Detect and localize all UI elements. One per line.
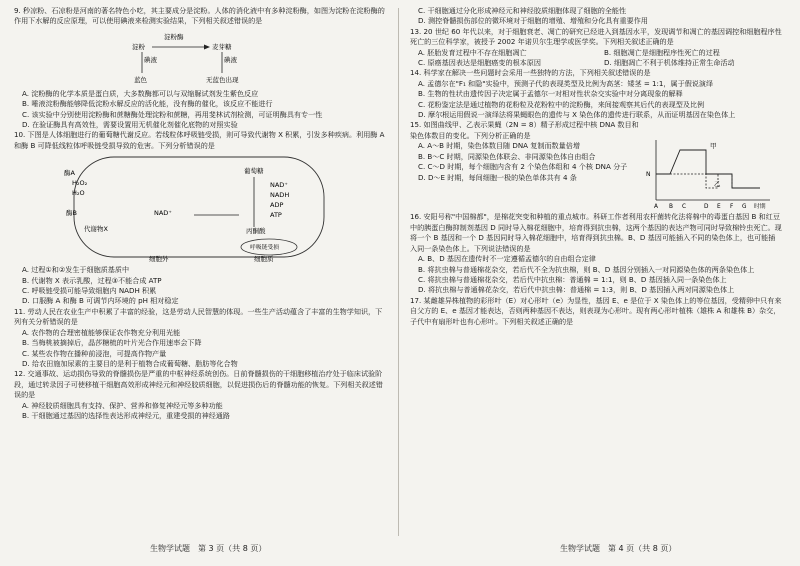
q12-option-a: A. 神经胶质细胞具有支持、保护、营养和修复神经元等多种功能 [22,400,223,410]
q10-option-d: D. 口服酶 A 和酶 B 可调节内环境的 pH 相对稳定 [22,296,179,306]
q10-adp: ADP [270,201,284,210]
q13-options-row2 [410,58,782,68]
q9-iodine-right: 碘液 [224,55,237,64]
q9-figure [14,29,386,87]
q15-tick-f: F [730,204,734,211]
q9-stem: 9. 秒凉粉、石凉粉是河南的著名特色小吃，其主要成分是淀粉。人体的消化液中有多种淀粉酶，如图为淀粉在淀粉酶的作用下水解的反应原理，可以使用碘液来检测实验结果，下列相关叙述错误的是 [14,6,385,26]
q10-h2o: H₂O [72,189,85,198]
q15-yi-label: 乙 [714,180,721,189]
q15-time-label: 时期 [754,204,766,211]
q16-option-b: B. 将抗虫棉与普通棉花杂交，若后代不全为抗虫棉，则 B、D 基因分别插入一对同源染色体的两条染色体上 [418,264,755,274]
q9-blue-label: 蓝色 [134,75,147,84]
q15-option-a: A. A～B 时期，染色体数目随 DNA 复制而数量倍增 [418,141,580,151]
q10-option-a: A. 过程①和②发生于细胞质基质中 [22,265,130,275]
q9-arrowhead [204,44,210,49]
q9-option-b: B. 唾液淀粉酶能够降低淀粉水解反应的活化能，没有酶的催化，该反应不能进行 [22,99,273,109]
q10-stem: 10. 下图是人体细胞进行的葡萄糖代谢反应。若线粒体呼吸链受损，则可导致代谢物 X 积累，引发多种疾病。利用酶 A 和酶 B 可降低线粒体呼吸链受损导致的危害。下列分析错误的是 [14,130,385,150]
q16-option-a: A. B、D 基因在遗传时不一定遵循孟德尔的自由组合定律 [418,254,596,264]
q11-option-a: A. 农作物的合理密植能够保证农作物充分利用光能 [22,327,181,337]
q10-cell-membrane [74,157,324,257]
q14-option-a: A. 孟德尔在"F₁ 和隐"实验中，预测子代的表现类型及比例为高茎：矮茎 = 1:1，属于假说演绎 [418,78,714,88]
q10-nadp: NAD⁺ [154,209,172,218]
right-column [410,6,782,327]
q15-n-label: N [646,171,651,179]
q12-option-d: D. 测控脊髓损伤部位的微环境对于细胞的增殖、增殖和分化具有重要作用 [418,16,648,26]
q16-stem: 16. 安阳号称"中国棉都"，是棉花突变和种植的重点城市。科研工作者利用农杆菌转化法将棉中的毒蛋白基因 B 和红豆中的胰蛋白酶抑制剂基因 D 同时导入棉花细胞中，培育得到抗虫棉，这两个基因的表达产物可同时导致棉铃虫死亡。现将一个 B 基因和一个 D 基因同时导入棉花细胞中，培育得到抗虫棉。B、D 基因可能插入不同的染色体上，也可能插入同一条染色体上。下列说法错误的是 [410,212,782,253]
q9-diagram [14,29,386,87]
q17-stem: 17. 某雌雄异株植物的彩形叶（E）对心形叶（e）为显性，基因 E、e 是位于 X 染色体上的等位基因，受精卵中只有来自父方的 E、e 基因才能表达，否则两种基因不表达，则表现为心形叶。现有两心形叶植株（雄株 A 和雄株 B）杂交，子代中有扇形叶也有心形叶。下列相关叙述正确的是 [410,295,782,326]
q9-maltose-label: 麦芽糖 [212,42,232,51]
q16-option-d: D. 将抗虫棉与普通棉花杂交，若后代中抗虫棉：普通棉 = 1:3，则 B、D 基因插入两对同源染色体上 [418,285,735,295]
q15-curve-yi [656,174,760,188]
footer-page-4: 生物学试题 第 4 页（共 8 页） [560,544,677,553]
q13-option-a: A. 胚胎发育过程中不存在细胞凋亡 [418,47,527,57]
q15-option-c: C. C～D 时期，每个细胞内含有 2 个染色体组和 4 个核 DNA 分子 [418,162,628,172]
q10-chain-label: 呼吸链受损 [250,245,279,252]
q10-enzB: 酶B [66,209,77,218]
q15-stem: 15. 如图曲线甲、乙表示果蝇（2N = 8）精子形成过程中核 DNA 数目和染色体数目的变化。下列分析正确的是 [410,120,639,140]
q14-option-c: C. 花粉鉴定法是通过植物的花粉粒及花粉粒中的淀粉酶，来间接观察其后代的表现型及比例 [418,99,705,109]
q10-option-c: C. 呼吸链受损可能导致细胞内 NADH 积累 [22,286,157,296]
q9-iodine-left: 碘液 [144,55,157,64]
q11-option-d: D. 给农田施加尿素的主要目的是利于植物合成葡萄糖、脂肪等化合物 [22,358,238,368]
q9-enzyme-label: 淀粉酶 [164,32,184,41]
q10-atp: ATP [270,211,282,220]
q15-tick-a: A [654,204,658,211]
q10-nad: NAD⁺ [270,181,288,190]
q15-text [410,120,642,212]
q10-outside: 细胞外 [149,255,169,264]
q11-option-b: B. 当梅桃被摘掉后，晶莎糖梳的叶片光合作用速率会下降 [22,338,202,348]
q9-option-a: A. 淀粉酶的化学本质是蛋白质，大多数酶都可以与双缩脲试剂发生紫色反应 [22,88,259,98]
q10-figure [14,153,386,263]
q12-stem: 12. 交通事故、运动损伤导致的脊髓损伤是严重的中枢神经系统创伤。日前脊髓损伤的干细胞移植治疗处于临床试验阶段，通过转录因子可使移植干细胞高效形成神经元和神经胶质细胞，以促进损伤后的脊髓功能的恢复。下列相关叙述错误的是 [14,369,383,400]
q13-option-d: D. 细胞凋亡不利于机体维持正常生命活动 [604,58,735,68]
q15-curve-jia [656,150,760,188]
q13-stem: 13. 20 世纪 60 年代以来，对于细胞衰老、凋亡的研究已经进入到基因水平，发现调节和凋亡的基因调控和细胞程序性死亡的三位科学家，被授予 2002 年诺贝尔生理学或医学奖。下列相关叙述正确的是 [410,26,782,47]
q10-x-label: 代谢物X [84,225,108,234]
q15-block [410,120,782,212]
q15-tick-e: E [717,204,721,211]
q11-option-c: C. 某些农作物在播种前浸泡，可提高作物产量 [22,348,167,358]
q10-option-b: B. 代谢物 X 表示乳酸，过程③不能合成 ATP [22,275,162,285]
q10-diagram [14,153,386,263]
q10-pyruvate: 丙酮酸 [246,227,266,236]
q16-option-c: C. 将抗虫棉与普通棉花杂交，若后代中抗虫棉：普通棉 = 1:1，则 B、D 基因插入同一条染色体上 [418,274,727,284]
q12-option-c: C. 干细胞通过分化形成神经元和神经胶质细胞体现了细胞的全能性 [418,6,627,15]
q14-option-b: B. 生物的性状由遗传因子决定属于孟德尔一对相对性状杂交实验中对分离现象的解释 [418,89,683,99]
q13-option-b: B. 细胞凋亡是细胞程序性死亡的过程 [604,47,720,57]
q15-option-d: D. D～E 时期，每间细胞一极的染色单体共有 4 条 [418,172,577,182]
q9-starch-label: 淀粉 [132,42,145,51]
q15-jia-label: 甲 [710,142,717,151]
q9-nochange-label: 无蓝色出现 [206,75,239,84]
q14-option-d: D. 摩尔根运用假说一演绎法将果蝇眼色的遗传与 X 染色体的遗传进行联系，从而证明基因在染色体上 [418,110,736,120]
q15-tick-g: G [742,204,747,211]
column-divider [398,8,399,536]
q15-tick-d: D [704,204,709,211]
q11-stem: 11. 劳动人民在农业生产中积累了丰富的经验，这是劳动人民智慧的体现。一些生产活动蕴含了丰富的生物学知识，下列有关分析错误的是 [14,306,383,327]
q9-option-d: D. 在验证酶具有高效性，需要设置用无机催化剂催化底物的对照实验 [22,120,238,130]
q10-enzA: 酶A [64,169,75,178]
q15-tick-b: B [669,204,673,211]
q14-stem: 14. 科学家在解决一些问题时会采用一些独特的方法，下列相关叙述错误的是 [410,68,651,78]
q13-option-c: C. 原癌基因表达是细胞癌变的根本原因 [418,58,541,68]
footer-page-3: 生物学试题 第 3 页（共 8 页） [150,544,267,553]
q15-graph [642,134,782,212]
q10-glucose: 葡萄糖 [244,167,264,176]
left-column [14,6,386,421]
q15-tick-c: C [682,204,687,211]
q10-h2o2: H₂O₂ [72,179,88,188]
q10-nadh: NADH [270,191,290,200]
q9-option-c: C. 该实验中分别使用淀粉酶和蔗糖酶处理淀粉和蔗糖，再用斐林试剂检测，可证明酶具有专一性 [22,109,323,119]
q12-option-b: B. 干细胞通过基因的选择性表达形成神经元，重建受损的神经通路 [22,410,230,420]
q13-options-row1 [410,48,782,58]
q15-option-b: B. B～C 时期，同源染色体联会、非同源染色体自由组合 [418,151,596,161]
q10-inside: 细胞质 [254,255,274,264]
